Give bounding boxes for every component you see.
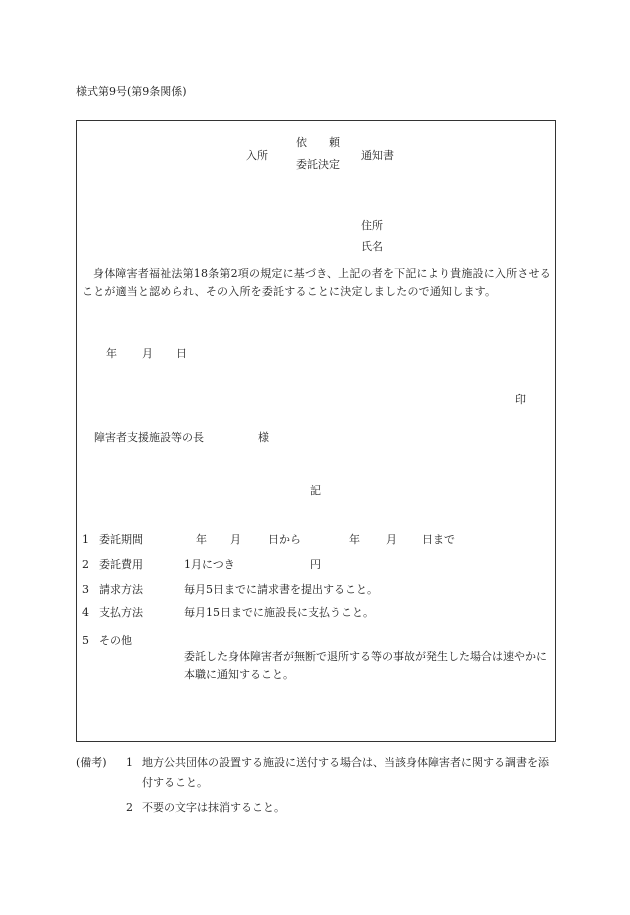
item-4-label: 支払方法 <box>99 606 143 619</box>
item-1-year1: 年 <box>196 533 207 546</box>
item-2-label: 委託費用 <box>99 558 143 571</box>
notes-label: (備考) <box>76 756 107 769</box>
item-1-month1: 月 <box>230 533 241 546</box>
note-2-text: 不要の文字は抹消すること。 <box>142 801 285 814</box>
item-3-value: 毎月5日までに請求書を提出すること。 <box>184 583 378 596</box>
item-3-num: 3 <box>82 583 89 596</box>
item-1-label: 委託期間 <box>99 533 143 546</box>
item-2-yen: 円 <box>310 558 321 571</box>
item-1-year2: 年 <box>349 533 360 546</box>
body-paragraph: 身体障害者福祉法第18条第2項の規定に基づき、上記の者を下記により貴施設に入所させることが適当と認められ、その入所を委託することに決定しましたので通知します。 <box>82 267 551 298</box>
note-2-num: 2 <box>126 801 133 814</box>
name-label: 氏名 <box>361 240 383 253</box>
addressee-honorific: 様 <box>258 431 269 444</box>
form-label: 様式第9号(第9条関係) <box>76 85 187 98</box>
title-tsuchisho: 通知書 <box>361 149 394 162</box>
item-1-month2: 月 <box>386 533 397 546</box>
title-irai: 依 頼 <box>296 136 340 149</box>
title-itaku-kettei: 委託決定 <box>296 158 340 171</box>
item-5-value: 委託した身体障害者が無断で退所する等の事故が発生した場合は速やかに本職に通知すること。 <box>184 650 547 681</box>
title-nyusho: 入所 <box>246 149 268 162</box>
item-1-num: 1 <box>82 533 89 546</box>
item-1-day2: 日まで <box>422 533 455 546</box>
ki-heading: 記 <box>310 484 321 497</box>
date-month: 月 <box>142 347 153 360</box>
item-5-label: その他 <box>99 634 132 647</box>
note-1-text: 地方公共団体の設置する施設に送付する場合は、当該身体障害者に関する調書を添付すること。 <box>142 756 549 789</box>
item-5-num: 5 <box>82 634 89 647</box>
address-label: 住所 <box>361 219 383 232</box>
date-year: 年 <box>106 347 117 360</box>
note-1-num: 1 <box>126 756 133 769</box>
addressee-label: 障害者支援施設等の長 <box>94 431 204 444</box>
item-1-day1: 日から <box>268 533 301 546</box>
item-2-num: 2 <box>82 558 89 571</box>
item-2-per-month: 1月につき <box>184 558 235 571</box>
date-day: 日 <box>176 347 187 360</box>
item-3-label: 請求方法 <box>99 583 143 596</box>
item-4-num: 4 <box>82 606 89 619</box>
item-4-value: 毎月15日までに施設長に支払うこと。 <box>184 606 374 619</box>
seal-mark: 印 <box>515 393 526 406</box>
